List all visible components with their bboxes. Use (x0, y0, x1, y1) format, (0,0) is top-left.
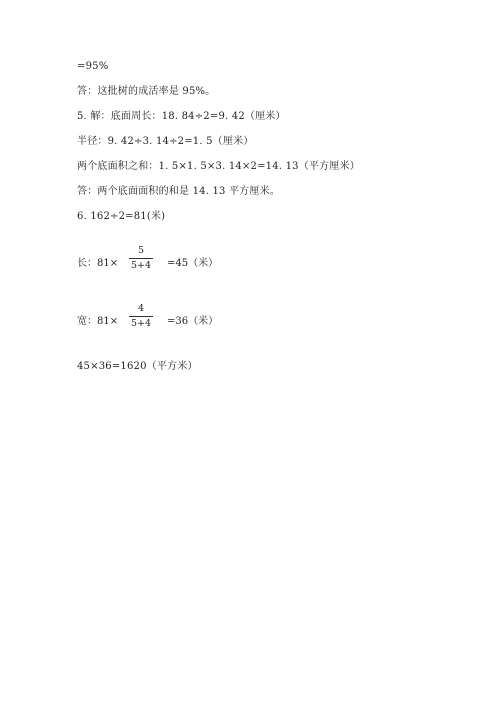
width-prefix: 宽：81× (77, 316, 119, 327)
answer-base-area: 答：两个底面面积的和是 14. 13 平方厘米。 (77, 186, 280, 197)
width-fraction-denominator: 5+4 (130, 318, 152, 329)
problem-6-half-perimeter: 6. 162÷2=81(米) (77, 211, 166, 222)
problem-5-circumference: 5. 解：底面周长：18. 84÷2=9. 42（厘米） (77, 111, 286, 122)
fraction-bar (129, 316, 153, 317)
fraction-bar (129, 258, 153, 259)
percent-result-line: =95% (77, 61, 109, 72)
width-fraction-numerator: 4 (137, 303, 145, 314)
length-fraction-denominator: 5+4 (130, 260, 152, 271)
length-result: =45（米） (167, 258, 219, 269)
length-fraction (129, 245, 153, 272)
width-result: =36（米） (167, 316, 219, 327)
width-fraction (129, 303, 153, 330)
problem-5-radius: 半径：9. 42÷3. 14÷2=1. 5（厘米） (77, 136, 254, 147)
length-prefix: 长：81× (77, 258, 119, 269)
problem-5-base-area-sum: 两个底面积之和：1. 5×1. 5×3. 14×2=14. 13（平方厘米） (77, 161, 360, 172)
length-fraction-numerator: 5 (137, 245, 145, 256)
answer-survival-rate: 答：这批树的成活率是 95%。 (77, 86, 216, 97)
area-result-line: 45×36=1620（平方米） (77, 361, 198, 372)
